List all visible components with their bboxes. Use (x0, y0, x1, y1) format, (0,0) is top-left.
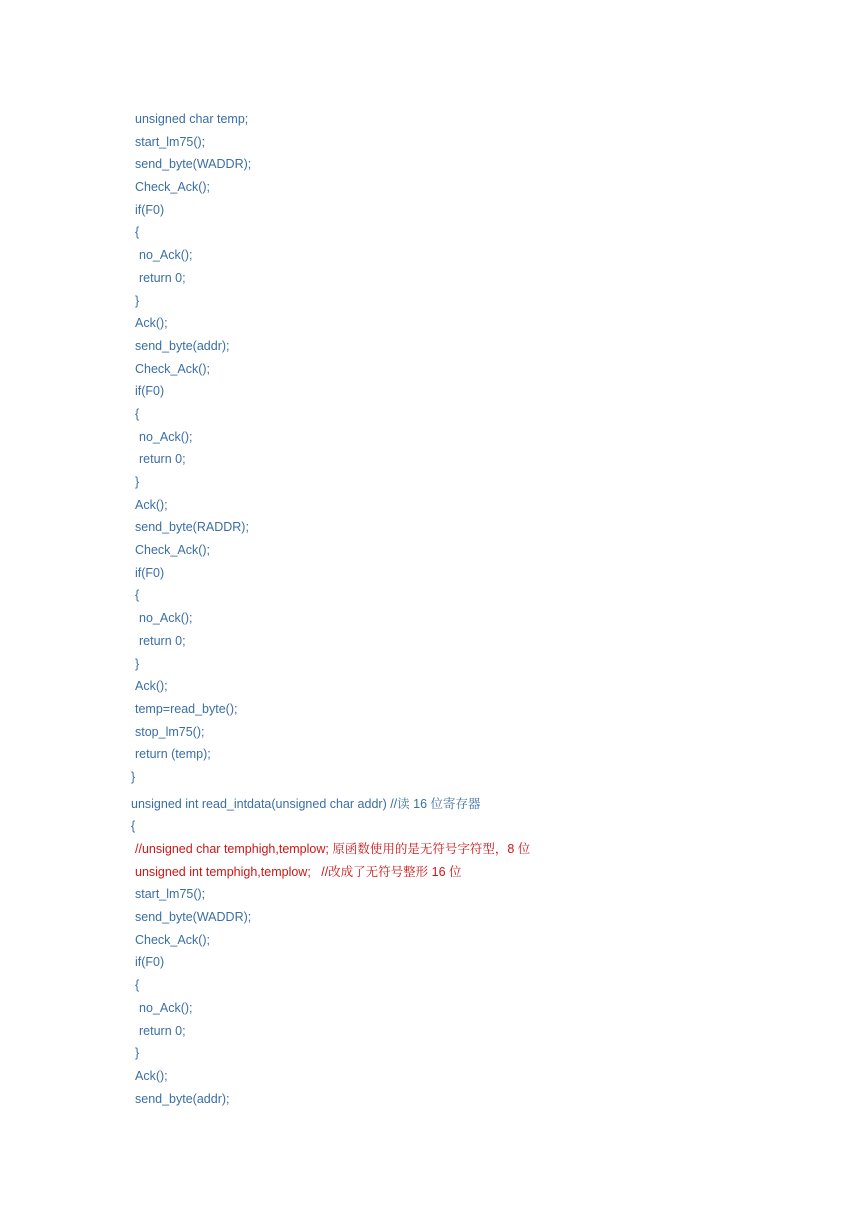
code-line: } (135, 293, 140, 308)
code-line: return 0; (139, 452, 186, 467)
code-line: send_byte(WADDR); (135, 910, 252, 925)
code-listing (0, 108, 868, 1110)
code-line: no_Ack(); (139, 1000, 193, 1015)
code-line: { (135, 588, 140, 603)
code-line: send_byte(WADDR); (135, 157, 252, 172)
code-line: } (131, 769, 136, 784)
code-line: } (135, 475, 140, 489)
code-line: no_Ack(); (139, 611, 193, 626)
code-line: stop_lm75(); (135, 724, 205, 739)
code-line: } (135, 656, 140, 671)
code-line: return (temp); (135, 747, 211, 762)
code-line: start_lm75(); (135, 134, 206, 149)
code-line: Ack(); (135, 1068, 168, 1083)
code-line: Check_Ack(); (135, 361, 211, 376)
code-line: { (135, 978, 140, 993)
code-line: { (135, 225, 140, 240)
code-comment-line: unsigned int temphigh,templow; //改成了无符号整形 16 位 (135, 864, 462, 879)
code-line: Check_Ack(); (135, 180, 211, 195)
code-line: Ack(); (135, 679, 168, 694)
code-line: if(F0) (135, 565, 165, 580)
code-line: send_byte(RADDR); (135, 520, 249, 535)
code-line: send_byte(addr); (135, 338, 230, 353)
code-line: if(F0) (135, 384, 165, 399)
code-line: unsigned char temp; (135, 112, 249, 126)
code-line: return 0; (139, 633, 186, 648)
code-line: Check_Ack(); (135, 543, 211, 558)
code-line: if(F0) (135, 202, 165, 217)
code-line: send_byte(addr); (135, 1091, 230, 1106)
code-line: temp=read_byte(); (135, 701, 238, 716)
code-line: no_Ack(); (139, 429, 193, 444)
code-line: Check_Ack(); (135, 932, 211, 947)
code-line: Ack(); (135, 497, 168, 512)
code-line: { (131, 819, 136, 834)
code-line: if(F0) (135, 955, 165, 970)
code-line: start_lm75(); (135, 887, 206, 902)
code-line: return 0; (139, 270, 186, 285)
code-comment-line: //unsigned char temphigh,templow; 原函数使用的是无符号字符型，8 位 (135, 842, 531, 856)
code-line: no_Ack(); (139, 248, 193, 263)
code-line: Ack(); (135, 316, 168, 331)
code-line: } (135, 1046, 140, 1061)
code-line: { (135, 406, 140, 421)
code-line: unsigned int read_intdata(unsigned char addr) //读 16 位寄存器 (131, 796, 481, 811)
code-line: return 0; (139, 1023, 186, 1038)
